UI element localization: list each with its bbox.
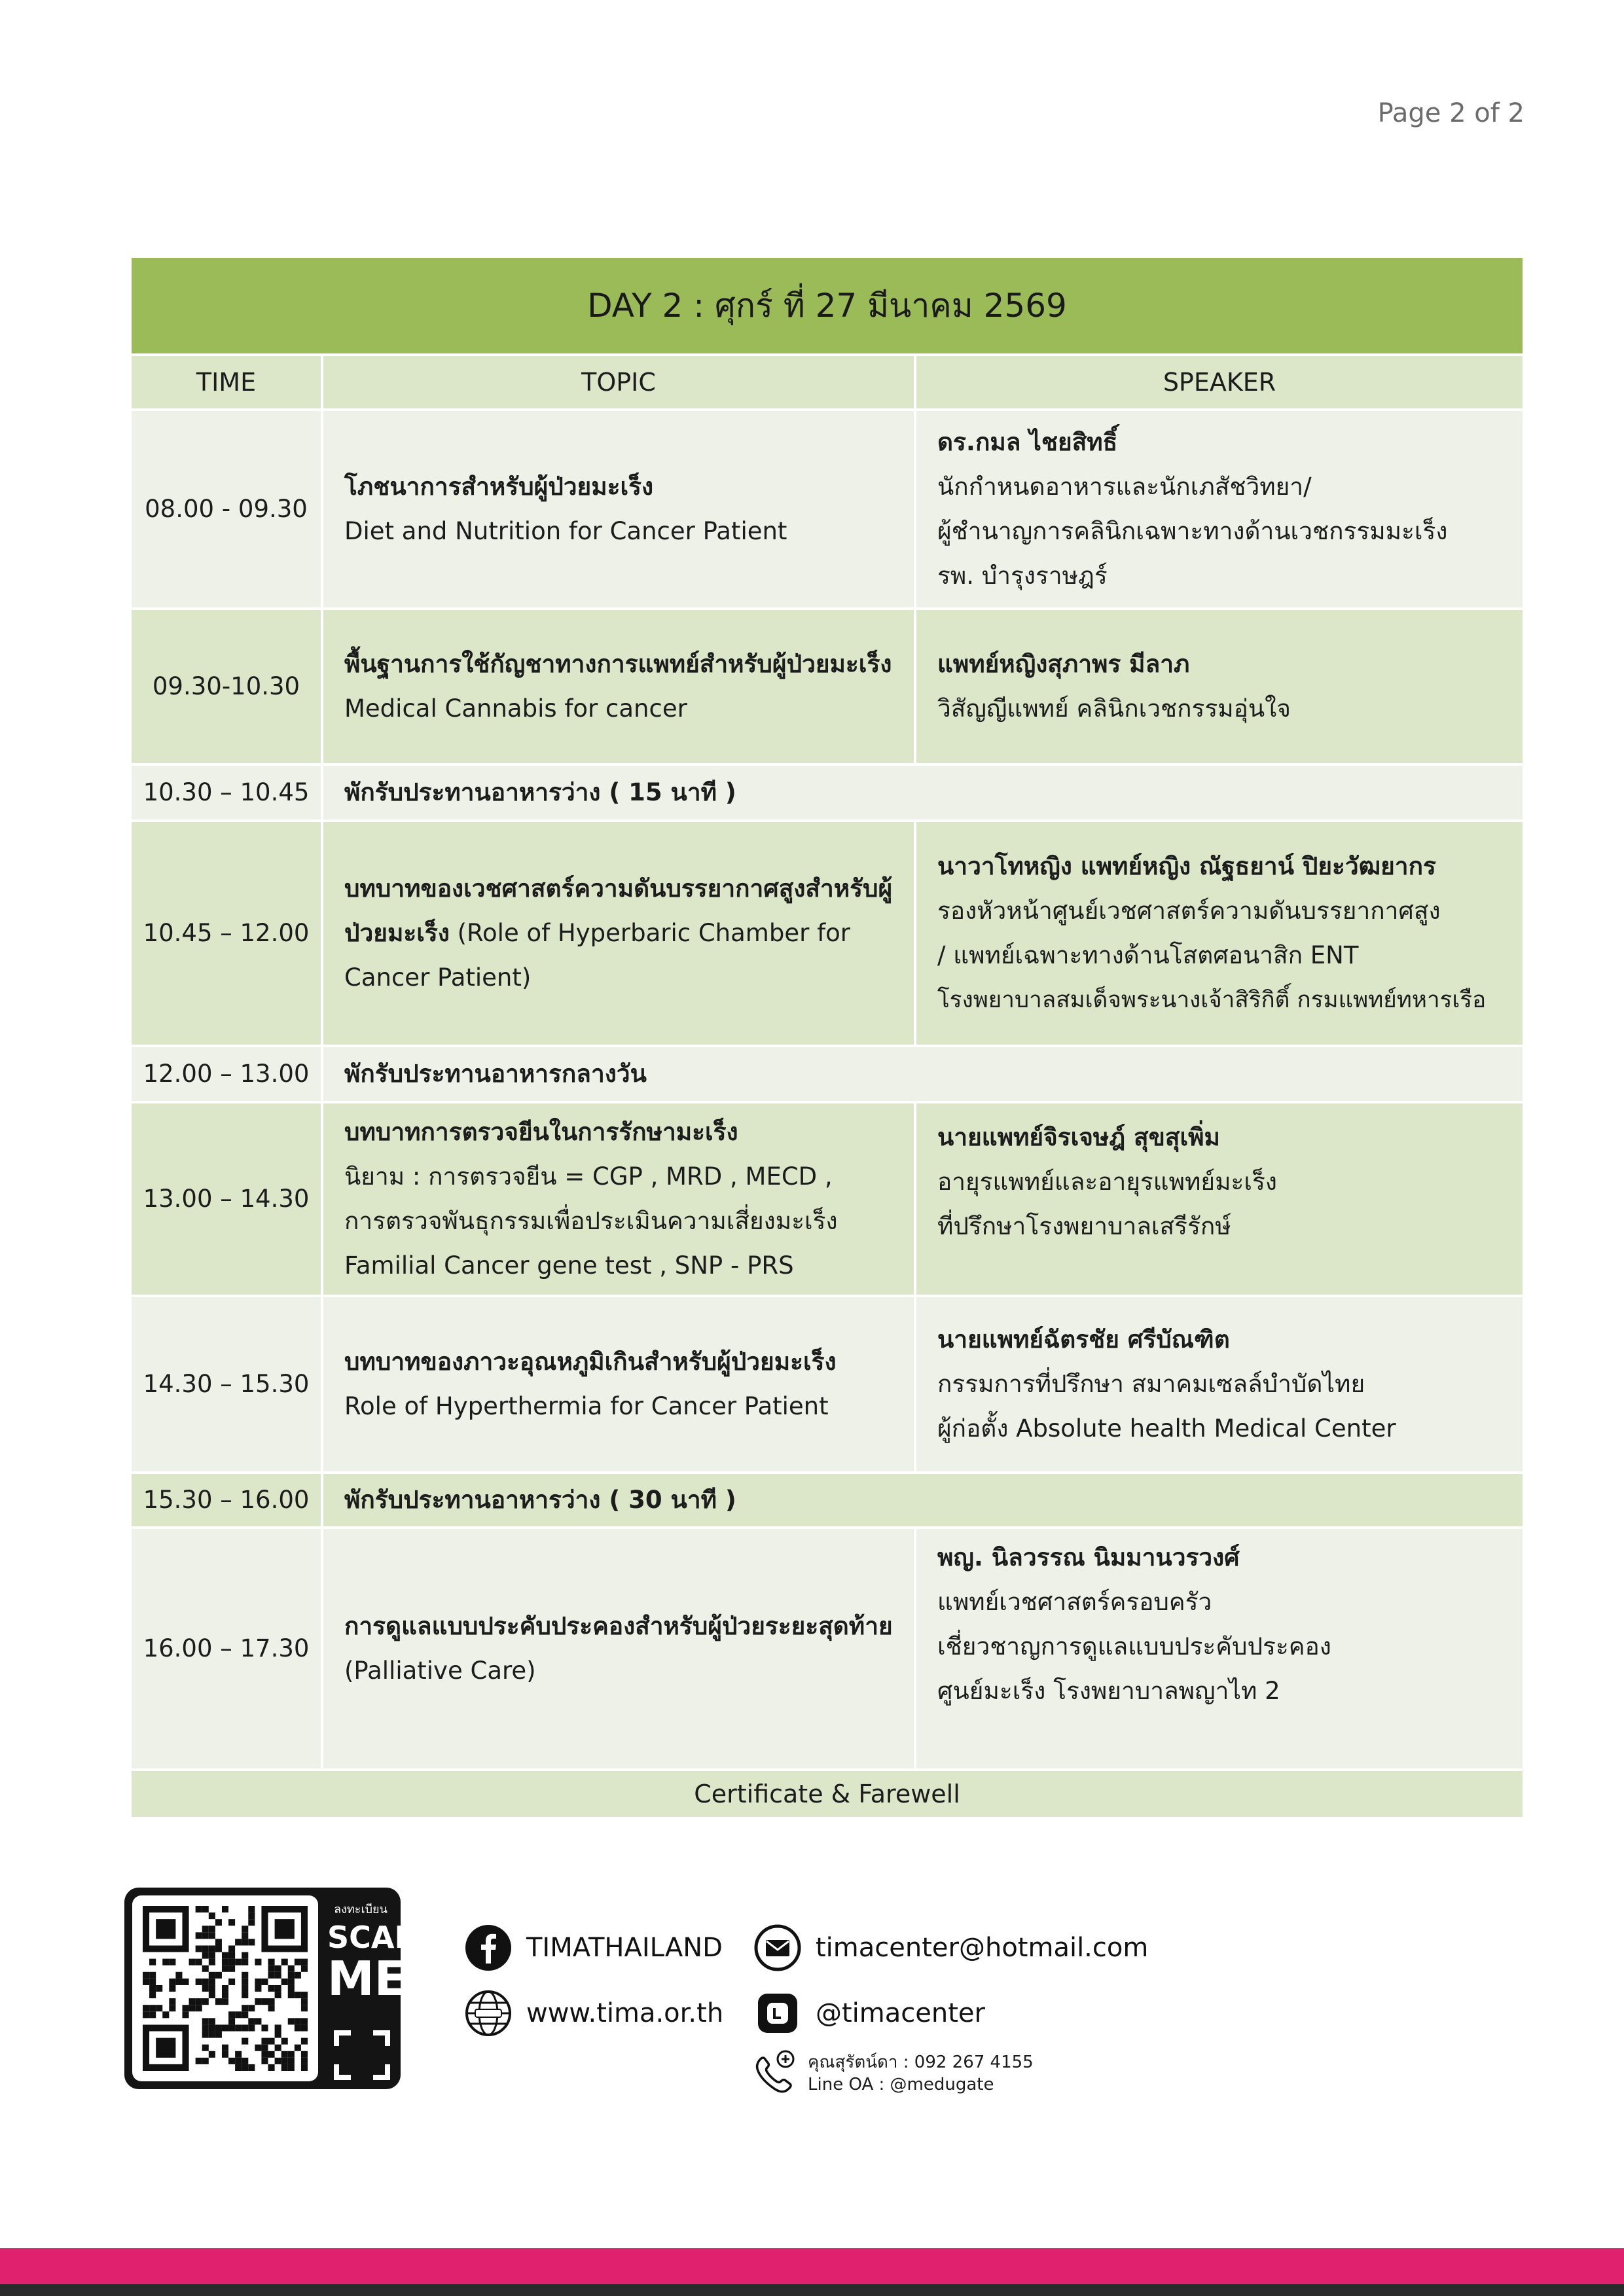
session-topic (322, 1296, 915, 1473)
topic-subtitle: (Role of Hyperbaric Chamber for Cancer Patient) (344, 919, 850, 992)
line-id: @timacenter (816, 1998, 985, 2028)
topic-detail: การตรวจพันธุกรรมเพื่อประเมินความเสี่ยงมะเร็ง (344, 1207, 838, 1235)
session-speaker (915, 1296, 1524, 1473)
phone-contact[interactable] (751, 2047, 1034, 2097)
line-contact[interactable] (754, 1990, 985, 2037)
speaker-title: / แพทย์เฉพาะทางด้านโสตศอนาสิก ENT (937, 941, 1359, 969)
speaker-title: รองหัวหน้าศูนย์เวชศาสตร์ความดันบรรยากาศสูง (937, 897, 1441, 925)
scan-me-label (327, 1899, 420, 2006)
me-label: ME (327, 1951, 406, 2006)
topic-title: บทบาทของเวชศาสตร์ความดันบรรยากาศสูงสำหรับผู้ป่วยมะเร็ง (344, 874, 893, 947)
col-time: TIME (130, 355, 322, 410)
speaker-name: นายแพทย์จิรเจษฎ์ สุขสุเพิ่ม (937, 1123, 1220, 1151)
phone-details (808, 2051, 1034, 2096)
speaker-title: วิสัญญีแพทย์ คลินิกเวชกรรมอุ่นใจ (937, 694, 1291, 723)
speaker-title: เชี่ยวชาญการดูแลแบบประคับประคอง (937, 1632, 1331, 1660)
speaker-title: กรรมการที่ปรึกษา สมาคมเซลล์บำบัดไทย (937, 1370, 1365, 1398)
qr-scan-block[interactable] (124, 1888, 420, 2089)
session-speaker (915, 609, 1524, 764)
facebook-contact[interactable] (465, 1924, 723, 1971)
closing-row (130, 1770, 1524, 1818)
session-topic (322, 1102, 915, 1296)
col-speaker: SPEAKER (915, 355, 1524, 410)
speaker-name: ดร.กมล ไชยสิทธิ์ (937, 428, 1118, 456)
session-row (130, 410, 1524, 609)
footer-accent-bar (0, 2248, 1624, 2284)
session-speaker (915, 1102, 1524, 1296)
phone-icon (751, 2047, 799, 2097)
scan-frame-icon (334, 2030, 390, 2080)
session-row (130, 1102, 1524, 1296)
column-header-row (130, 355, 1524, 410)
qr-code-pattern (143, 1906, 308, 2071)
facebook-icon (465, 1924, 512, 1971)
session-topic (322, 410, 915, 609)
speaker-name: นายแพทย์ฉัตรชัย ศรีบัณฑิต (937, 1325, 1230, 1354)
topic-title: โภชนาการสำหรับผู้ป่วยมะเร็ง (344, 473, 654, 501)
topic-subtitle: Role of Hyperthermia for Cancer Patient (344, 1392, 829, 1420)
session-time: 10.45 – 12.00 (130, 821, 322, 1046)
session-topic (322, 821, 915, 1046)
col-topic: TOPIC (322, 355, 915, 410)
topic-detail: นิยาม : การตรวจยีน = CGP , MRD , MECD , (344, 1162, 833, 1191)
break-time: 10.30 – 10.45 (130, 764, 322, 821)
topic-detail: Familial Cancer gene test , SNP - PRS (344, 1251, 794, 1280)
speaker-title: โรงพยาบาลสมเด็จพระนางเจ้าสิริกิติ์ กรมแพทย์ทหารเรือ (937, 987, 1487, 1013)
break-label: พักรับประทานอาหารว่าง ( 30 นาที ) (322, 1473, 1524, 1528)
day-header-row (130, 257, 1524, 355)
globe-icon (465, 1990, 512, 2037)
line-oa: Line OA : @medugate (808, 2075, 994, 2094)
qr-code[interactable] (132, 1895, 318, 2081)
topic-subtitle: Medical Cannabis for cancer (344, 694, 687, 723)
session-row (130, 609, 1524, 764)
speaker-name: พญ. นิลวรรณ นิมมานวรวงศ์ (937, 1543, 1240, 1571)
page-number: Page 2 of 2 (1377, 98, 1525, 128)
facebook-name: TIMATHAILAND (526, 1933, 723, 1963)
session-time: 08.00 - 09.30 (130, 410, 322, 609)
session-time: 13.00 – 14.30 (130, 1102, 322, 1296)
schedule-table (129, 255, 1525, 1820)
session-time: 14.30 – 15.30 (130, 1296, 322, 1473)
session-speaker (915, 821, 1524, 1046)
email-contact[interactable] (754, 1924, 1148, 1971)
session-row (130, 1528, 1524, 1770)
email-address: timacenter@hotmail.com (816, 1933, 1149, 1963)
speaker-title: ศูนย์มะเร็ง โรงพยาบาลพญาไท 2 (937, 1677, 1280, 1705)
speaker-title: ผู้ชำนาญการคลินิกเฉพาะทางด้านเวชกรรมมะเร็ง (937, 517, 1448, 545)
speaker-title: นักกำหนดอาหารและนักเภสัชวิทยา/ (937, 473, 1312, 501)
break-label: พักรับประทานอาหารกลางวัน (322, 1046, 1524, 1102)
day-title: DAY 2 : ศุกร์ ที่ 27 มีนาคม 2569 (130, 257, 1524, 355)
topic-title: บทบาทการตรวจยีนในการรักษามะเร็ง (344, 1118, 738, 1146)
session-topic (322, 1528, 915, 1770)
line-icon (754, 1990, 801, 2037)
session-row (130, 1296, 1524, 1473)
session-row (130, 821, 1524, 1046)
break-row (130, 1473, 1524, 1528)
scan-label: SCAN (327, 1920, 420, 1955)
email-icon (754, 1924, 801, 1971)
topic-title: การดูแลแบบประคับประคองสำหรับผู้ป่วยระยะสุดท้าย (344, 1612, 893, 1640)
break-label: พักรับประทานอาหารว่าง ( 15 นาที ) (322, 764, 1524, 821)
speaker-name: นาวาโทหญิง แพทย์หญิง ณัฐธยาน์ ปิยะวัฒยากร (937, 852, 1436, 880)
phone-number: คุณสุรัตน์ดา : 092 267 4155 (808, 2053, 1034, 2072)
topic-title: พื้นฐานการใช้กัญชาทางการแพทย์สำหรับผู้ป่วยมะเร็ง (344, 650, 892, 678)
speaker-title: รพ. บำรุงราษฎร์ (937, 562, 1108, 590)
speaker-title: ผู้ก่อตั้ง Absolute health Medical Center (937, 1414, 1396, 1443)
speaker-name: แพทย์หญิงสุภาพร มีลาภ (937, 650, 1190, 678)
closing-label: Certificate & Farewell (130, 1770, 1524, 1818)
website-url: www.tima.or.th (526, 1998, 724, 2028)
website-contact[interactable] (465, 1990, 723, 2037)
session-speaker (915, 1528, 1524, 1770)
register-label: ลงทะเบียน (334, 1903, 388, 1916)
topic-subtitle: (Palliative Care) (344, 1657, 536, 1685)
speaker-title: ที่ปรึกษาโรงพยาบาลเสรีรักษ์ (937, 1212, 1231, 1240)
speaker-title: อายุรแพทย์และอายุรแพทย์มะเร็ง (937, 1168, 1277, 1196)
break-time: 12.00 – 13.00 (130, 1046, 322, 1102)
session-speaker (915, 410, 1524, 609)
speaker-title: แพทย์เวชศาสตร์ครอบครัว (937, 1588, 1212, 1616)
session-time: 09.30-10.30 (130, 609, 322, 764)
topic-title: บทบาทของภาวะอุณหภูมิเกินสำหรับผู้ป่วยมะเร็ง (344, 1348, 837, 1376)
topic-subtitle: Diet and Nutrition for Cancer Patient (344, 517, 787, 545)
break-time: 15.30 – 16.00 (130, 1473, 322, 1528)
footer-dark-bar (0, 2284, 1624, 2296)
session-topic (322, 609, 915, 764)
break-row (130, 1046, 1524, 1102)
session-time: 16.00 – 17.30 (130, 1528, 322, 1770)
break-row (130, 764, 1524, 821)
